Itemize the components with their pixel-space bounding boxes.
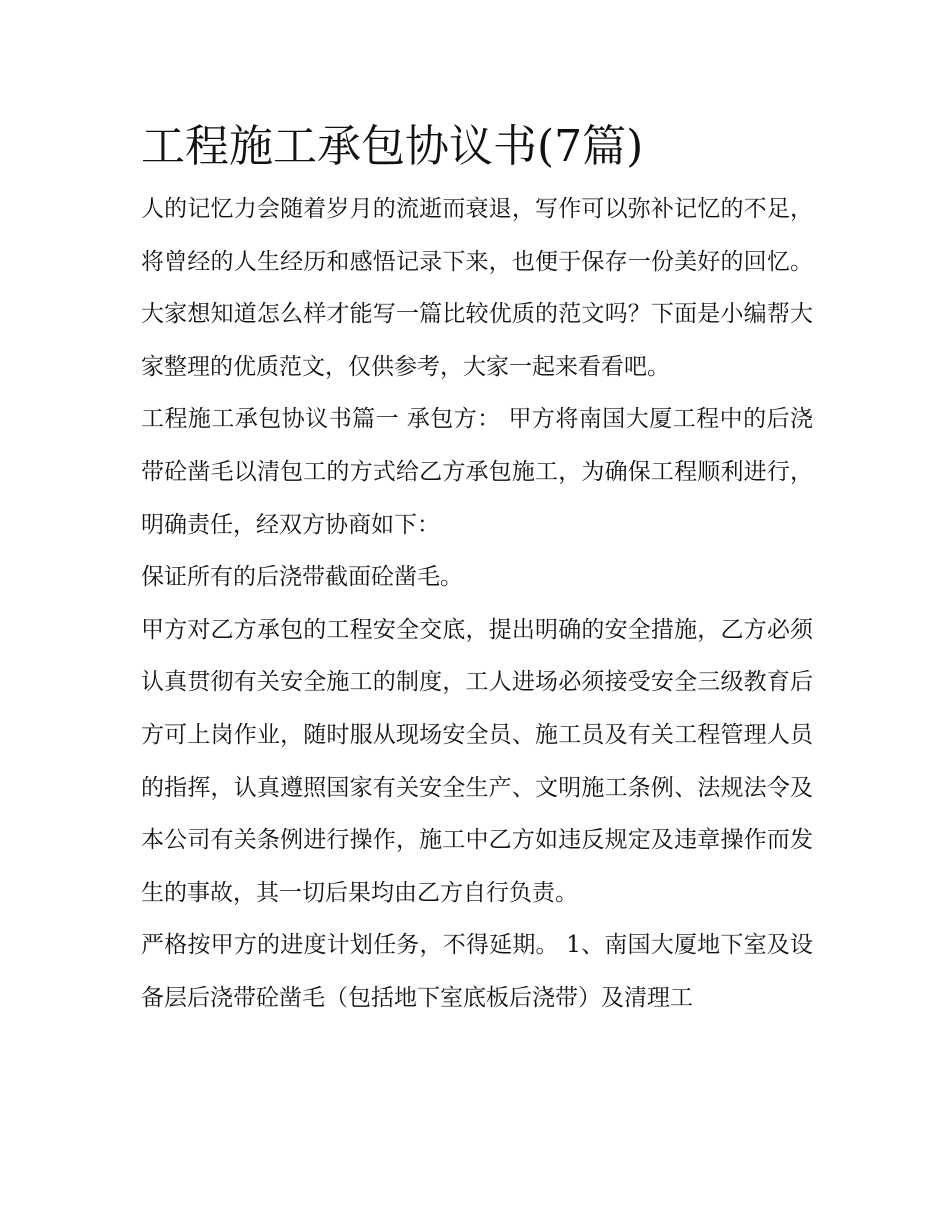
document-body	[141, 117, 813, 1025]
document-title: 工程施工承包协议书(7篇)	[141, 121, 644, 172]
paragraph-intro: 人的记忆力会随着岁月的流逝而衰退，写作可以弥补记忆的不足，将曾经的人生经历和感悟记录下来，也便于保存一份美好的回忆。大家想知道怎么样才能写一篇比较优质的范文吗？下面是小编帮大家整理的优质范文，仅供参考，大家一起来看看吧。	[141, 196, 813, 380]
paragraph-schedule: 严格按甲方的进度计划任务，不得延期。 1、南国大厦地下室及设备层后浇带砼凿毛（包括地下室底板后浇带）及清理工	[141, 932, 813, 1011]
paragraph-agreement-opening: 工程施工承包协议书篇一 承包方： 甲方将南国大厦工程中的后浇带砼凿毛以清包工的方式给乙方承包施工，为确保工程顺利进行，明确责任，经双方协商如下：	[141, 406, 813, 538]
paragraph-safety: 甲方对乙方承包的工程安全交底，提出明确的安全措施，乙方必须认真贯彻有关安全施工的制度，工人进场必须接受安全三级教育后方可上岗作业，随时服从现场安全员、施工员及有关工程管理人员的指挥，认真遵照国家有关安全生产、文明施工条例、法规法令及本公司有关条例进行操作，施工中乙方如违反规定及违章操作而发生的事故，其一切后果均由乙方自行负责。	[141, 616, 813, 906]
paragraph-scope: 保证所有的后浇带截面砼凿毛。	[141, 564, 463, 591]
